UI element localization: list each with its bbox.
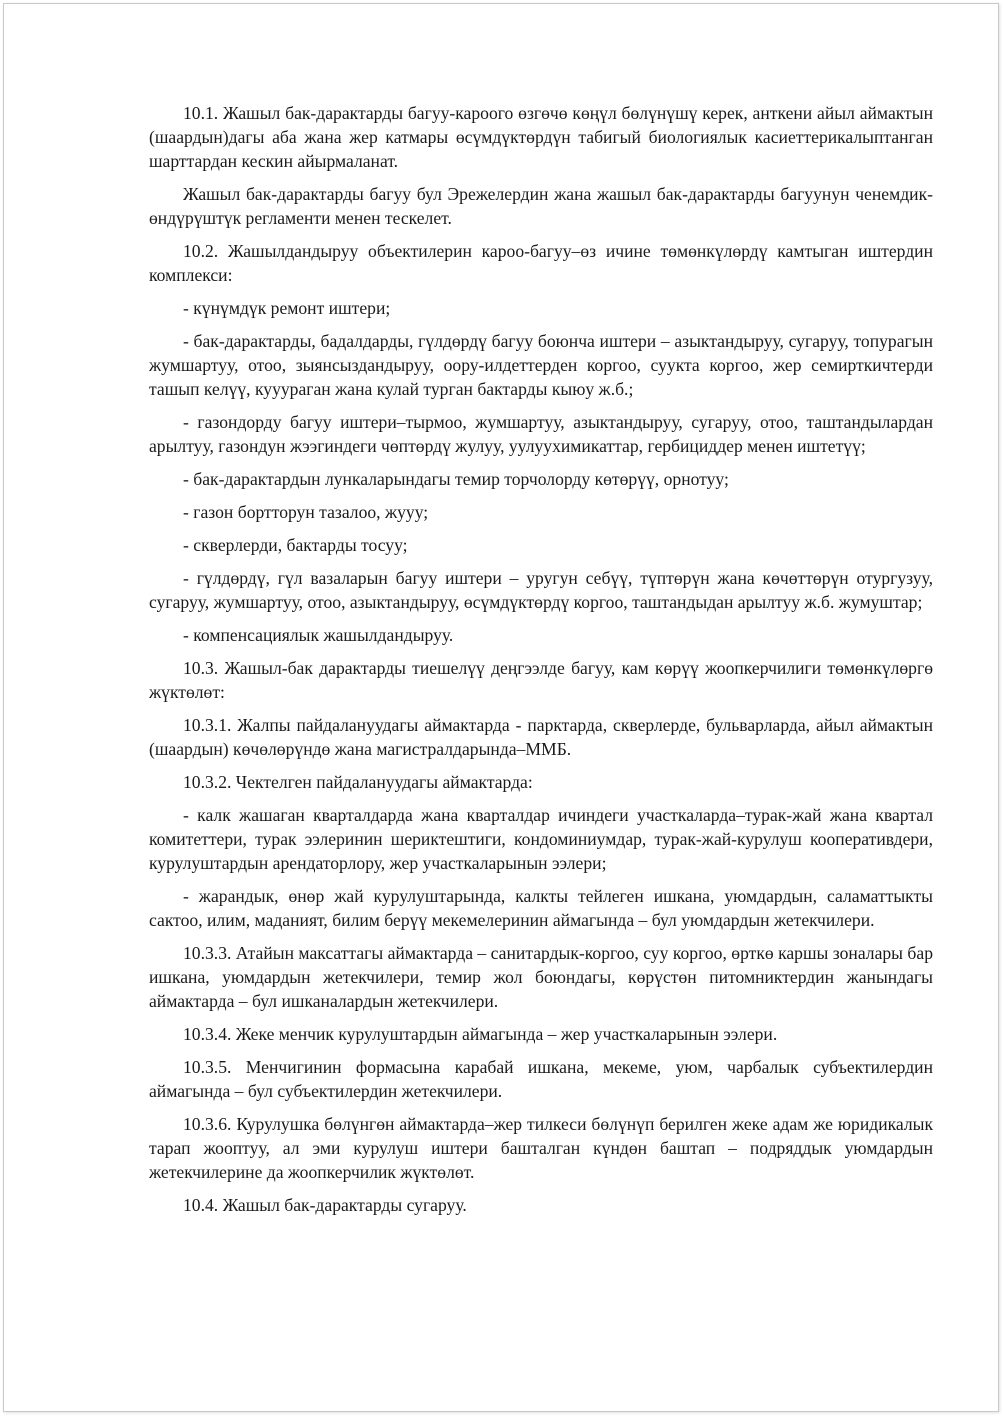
paragraph-10-3-1: 10.3.1. Жалпы пайдалануудагы аймактарда - парктарда, скверлерде, бульварларда, айыл аймактын (шаардын) көчөлөрүндө жана магистралдарында–ММБ. (149, 715, 933, 759)
paragraph-10-3: 10.3. Жашыл-бак дарактарды тиешелүү деңгээлде багуу, кам көрүү жоопкерчилиги төмөнкүлөргө жүктөлөт: (149, 658, 933, 702)
paragraph-10-3-3: 10.3.3. Атайын максаттагы аймактарда – санитардык-коргоо, суу коргоо, өрткө каршы зоналары бар ишкана, уюмдардын жетекчилери, темир жол боюндагы, көрүстөн питомниктердин жанындагы аймактарда – бул ишканалардын жетекчилери. (149, 943, 933, 1011)
paragraph-10-3-4: 10.3.4. Жеке менчик курулуштардын аймагында – жер участкаларынын ээлери. (183, 1024, 778, 1044)
paragraph-10-1: 10.1. Жашыл бак-дарактарды багуу-кароого өзгөчө көңүл бөлүнүшү керек, анткени айыл аймактын (шаардын)дагы аба жана жер катмары өсүмдүктөрдүн табигый биологиялык касиеттерикалыптанган шарттардан кескин айырмаланат. (149, 103, 933, 171)
paragraph-10-3-5: 10.3.5. Менчигинин формасына карабай ишкана, мекеме, уюм, чарбалык субъектилердин аймагында – бул субъектилердин жетекчилери. (149, 1057, 933, 1101)
document-body (149, 101, 933, 1226)
paragraph-10-4: 10.4. Жашыл бак-дарактарды сугаруу. (183, 1195, 467, 1215)
paragraph-10-3-6: 10.3.6. Курулушка бөлүнгөн аймактарда–жер тилкеси бөлүнүп берилген жеке адам же юридикалык тарап жооптуу, ал эми курулуш иштери башталган күндөн баштап – подряддык уюмдардын жетекчилерине да жоопкерчилик жүктөлөт. (149, 1114, 933, 1182)
paragraph-10-2: 10.2. Жашылдандыруу объектилерин кароо-багуу–өз ичине төмөнкүлөрдү камтыган иштердин комплекси: (149, 241, 933, 285)
list-item: - бак-дарактарды, бадалдарды, гүлдөрдү багуу боюнча иштери – азыктандыруу, сугаруу, топурагын жумшартуу, отоо, зыянсыздандыруу, оору-илдеттерден коргоо, суукта коргоо, жер семирткичтерди ташып келүү, кууураган жана кулай турган бактарды кыюу ж.б.; (149, 331, 933, 399)
list-item: - калк жашаган кварталдарда жана кварталдар ичиндеги участкаларда–турак-жай жана квартал комитеттери, турак ээлеринин шериктештиги, кондоминиумдар, турак-жай-курулуш кооперативдери, курулуштардын арендаторлору, жер участкаларынын ээлери; (149, 805, 933, 873)
list-item: - скверлерди, бактарды тосуу; (183, 535, 408, 555)
list-item: - күнүмдүк ремонт иштери; (183, 298, 391, 318)
paragraph-10-3-2: 10.3.2. Чектелген пайдалануудагы аймактарда: (183, 772, 533, 792)
list-item: - жарандык, өнөр жай курулуштарында, калкты тейлеген ишкана, уюмдардын, саламаттыкты сактоо, илим, маданият, билим берүү мекемелеринин аймагында – бул уюмдардын жетекчилери. (149, 886, 933, 930)
list-item: - гүлдөрдү, гүл вазаларын багуу иштери – уругун себүү, түптөрүн жана көчөттөрүн отургузуу, сугаруу, жумшартуу, отоо, азыктандыруу, өсүмдүктөрдү коргоо, таштандыдан арылтуу ж.б. жумуштар; (149, 568, 933, 612)
list-item: - компенсациялык жашылдандыруу. (183, 625, 454, 645)
document-page (3, 3, 999, 1412)
list-item: - газон бортторун тазалоо, жууу; (183, 502, 429, 522)
list-item: - бак-дарактардын лункаларындагы темир торчолорду көтөрүү, орнотуу; (183, 469, 729, 489)
paragraph-regulation: Жашыл бак-дарактарды багуу бул Эрежелердин жана жашыл бак-дарактарды багуунун ченемдик-өндүрүштүк регламенти менен тескелет. (149, 184, 933, 228)
list-item: - газондорду багуу иштери–тырмоо, жумшартуу, азыктандыруу, сугаруу, отоо, таштандылардан арылтуу, газондун жээгиндеги чөптөрдү жулуу, уулуухимикаттар, гербициддер менен иштетүү; (149, 412, 933, 456)
